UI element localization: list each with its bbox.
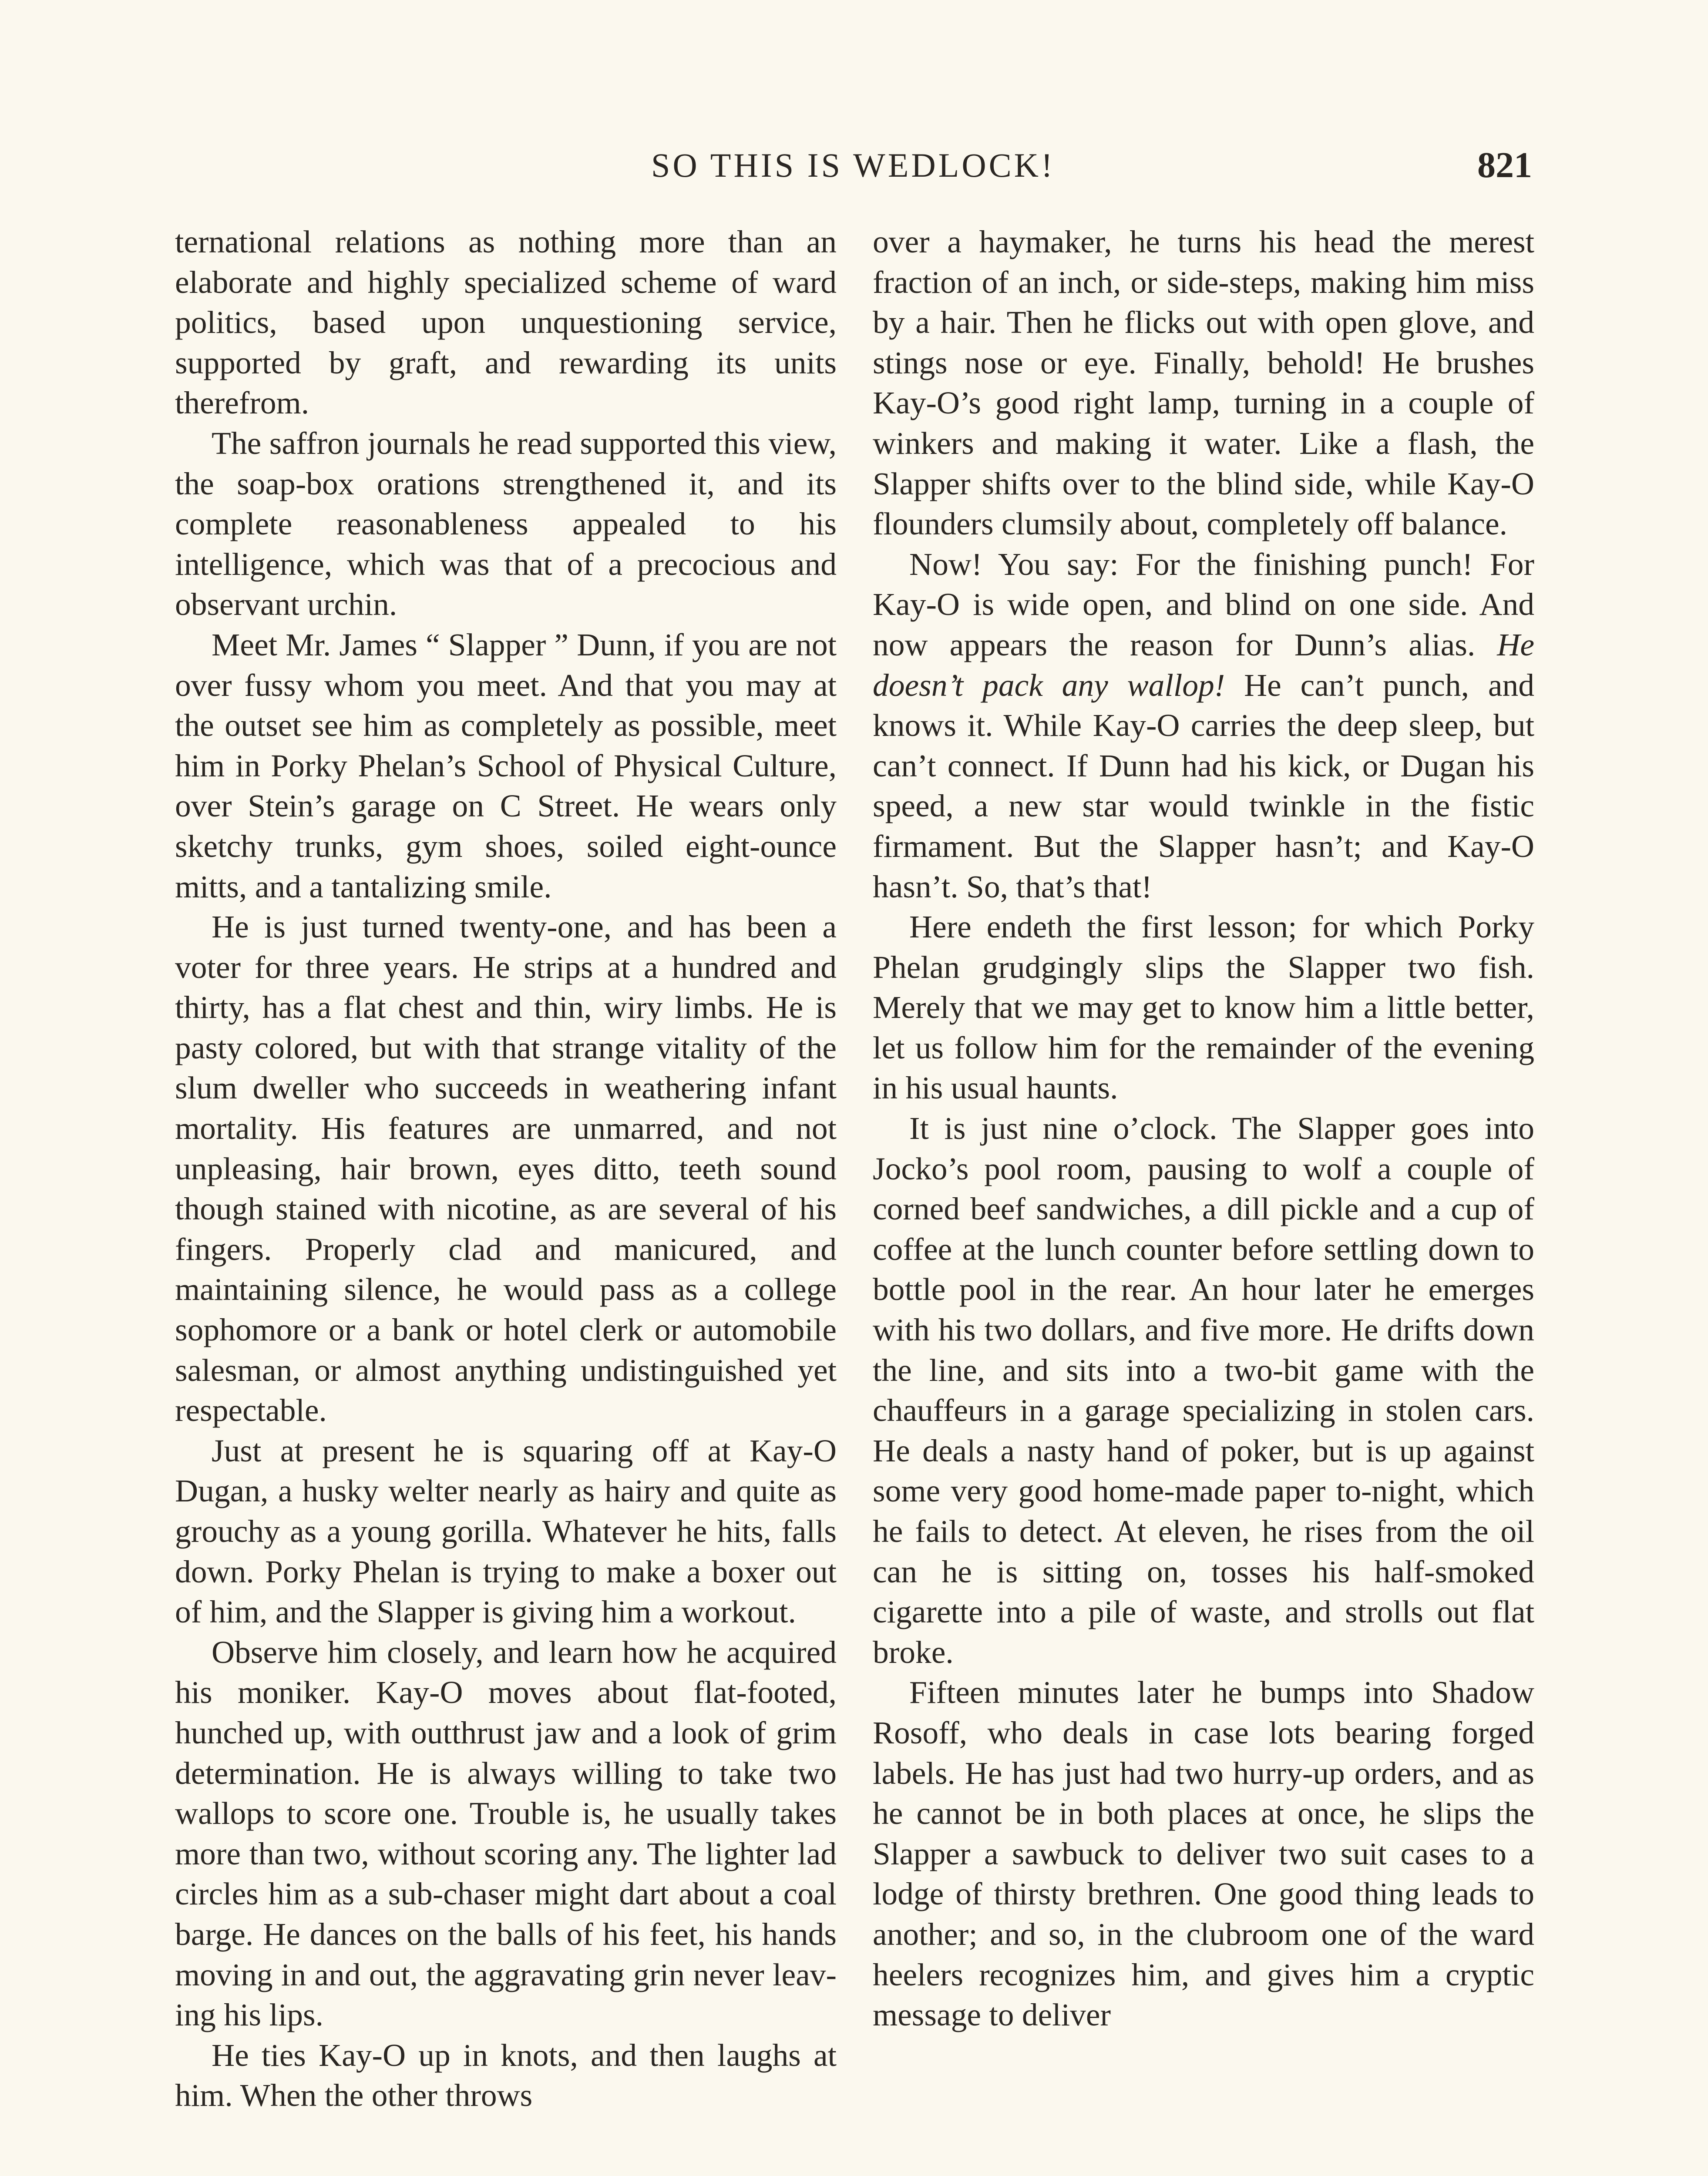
italic-phrase: He doesn’t pack any wallop! [873, 627, 1534, 703]
paragraph: Just at present he is squaring off at Kay-O Dugan, a husky welter nearly as hairy and quite as grouchy as a young gorilla. Whatever he hits, falls down. Porky Phelan is trying to make a boxer out of him, and the Slapper is giving him a workout. [175, 1433, 837, 1630]
paragraph-continued: over a haymaker, he turns his head the merest fraction of an inch, or side-steps, making him miss by a hair. Then he flicks out with open glove, and stings nose or eye. Finally, behold! He brushes Kay-O’s good right lamp, turning in a couple of winkers and making it water. Like a flash, the Slapper shifts over to the blind side, while Kay-O flounders clumsily about, completely off balance. [873, 224, 1534, 542]
page-number: 821 [1477, 145, 1532, 185]
running-header [174, 139, 1532, 191]
paragraph-text: Now! You say: For the finishing punch! For Kay-O is wide open, and blind on one side. And now appears the reason for Dunn’s alias. [873, 546, 1534, 662]
paragraph: He ties Kay-O up in knots, and then laughs at him. When the other throws [175, 2037, 837, 2113]
left-column [175, 222, 837, 2116]
paragraph: He is just turned twenty-one, and has been a voter for three years. He strips at a hundred and thirty, has a flat chest and thin, wiry limbs. He is pasty colored, but with that strange vitality of the slum dweller who succeeds in weathering infant mortality. His features are unmarred, and not unpleasing, hair brown, eyes ditto, teeth sound though stained with nicotine, as are several of his fingers. Properly clad and manicured, and maintaining silence, he would pass as a college sophomore or a bank or hotel clerk or automobile salesman, or almost anything undistinguished yet respectable. [175, 909, 837, 1428]
paragraph: Here endeth the first lesson; for which Porky Phelan grudgingly slips the Slapper two fish. Merely that we may get to know him a little better, let us follow him for the remainder of the evening in his usual haunts. [873, 909, 1534, 1106]
paragraph-with-italic [873, 544, 1534, 907]
right-column [873, 222, 1534, 2035]
paragraph: Fifteen minutes later he bumps into Shadow Rosoff, who deals in case lots bearing forged labels. He has just had two hurry-up orders, and as he cannot be in both places at once, he slips the Slapper a sawbuck to deliver two suit cases to a lodge of thirsty brethren. One good thing leads to another; and so, in the clubroom one of the ward heelers recognizes him, and gives him a cryptic message to deliver [873, 1675, 1534, 2033]
paragraph-continued: ternational relations as nothing more than an elaborate and highly specialized scheme of ward politics, based upon unquestioning service, supported by graft, and rewarding its units therefrom. [175, 224, 837, 421]
paragraph: It is just nine o’clock. The Slapper goes into Jocko’s pool room, pausing to wolf a couple of corned beef sandwiches, a dill pickle and a cup of coffee at the lunch counter before settling down to bottle pool in the rear. An hour later he emerges with his two dollars, and five more. He drifts down the line, and sits into a two-bit game with the chauffeurs in a garage specializing in stolen cars. He deals a nasty hand of poker, but is up against some very good home-made paper to-night, which he fails to detect. At eleven, he rises from the oil can he is sitting on, tosses his half-smoked cigarette into a pile of waste, and strolls out flat broke. [873, 1111, 1534, 1670]
paragraph: Meet Mr. James “ Slapper ” Dunn, if you are not over fussy whom you meet. And that you may at the outset see him as completely as possible, meet him in Porky Phelan’s School of Physical Culture, over Stein’s garage on C Street. He wears only sketchy trunks, gym shoes, soiled eight-ounce mitts, and a tantalizing smile. [175, 627, 837, 904]
paragraph: The saffron journals he read supported this view, the soap-box orations strengthened it, and its complete reasonableness appealed to his intelligence, which was that of a precocious and observant urchin. [175, 425, 837, 622]
paragraph: Observe him closely, and learn how he acquired his moniker. Kay-O moves about flat-footed, hunched up, with outthrust jaw and a look of grim determination. He is always willing to take two wallops to score one. Trouble is, he usually takes more than two, without scoring any. The lighter lad circles him as a sub-chaser might dart about a coal barge. He dances on the balls of his feet, his hands moving in and out, the aggravating grin never leaving his lips. [175, 1634, 837, 2033]
running-title: SO THIS IS WEDLOCK! [651, 146, 1055, 184]
paragraph-text: He can’t punch, and knows it. While Kay-O carries the deep sleep, but can’t connect. If Dunn had his kick, or Dugan his speed, a new star would twinkle in the fistic firmament. But the Slapper hasn’t; and Kay-O hasn’t. So, that’s that! [873, 667, 1535, 904]
